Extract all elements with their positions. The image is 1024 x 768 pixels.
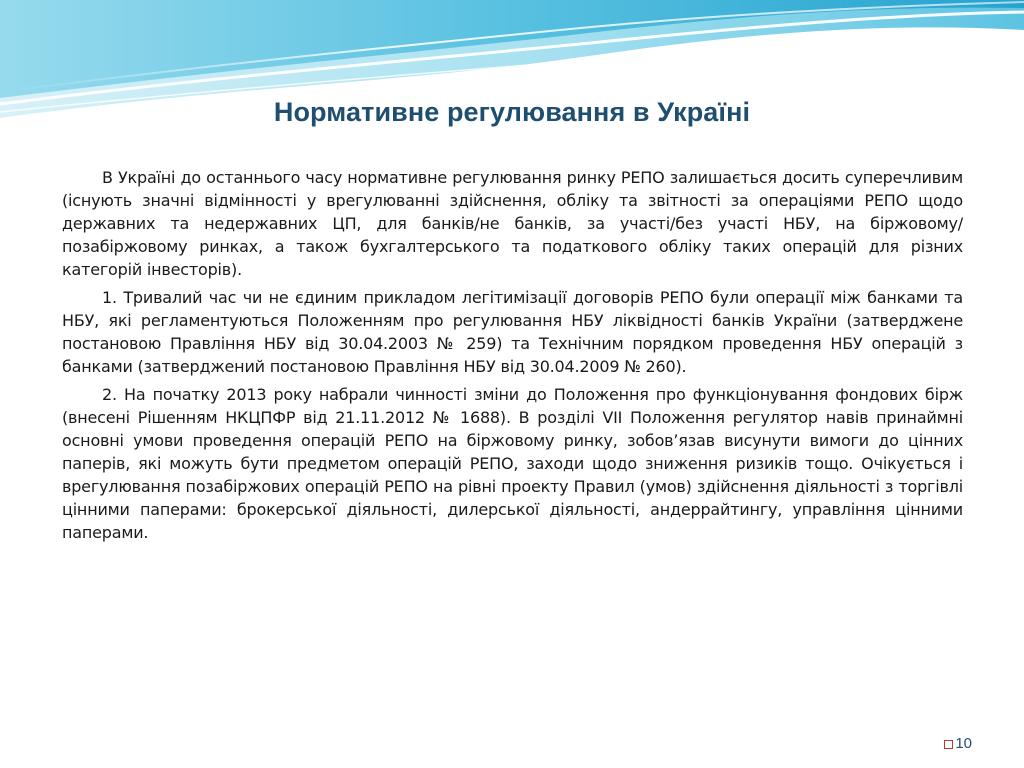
paragraph-point-1: 1. Тривалий час чи не єдиним прикладом легітимізації договорів РЕПО були операції між банками та НБУ, які регламентуються Положенням про регулювання НБУ ліквідності банків України (затверджене постановою Правління НБУ від 30.04.2003 № 259) та Технічним порядком проведення НБУ операцій з банками (затверджений постановою Правління НБУ від 30.04.2009 № 260). — [62, 288, 963, 376]
slide-title: Нормативне регулювання в Україні — [273, 97, 751, 127]
page-number — [944, 735, 972, 752]
page-number-label: 10 — [955, 735, 972, 752]
paragraph-intro: В Україні до останнього часу нормативне регулювання ринку РЕПО залишається досить суперечливим (існують значні відмінності у врегулюванні здійснення, обліку та звітності за операціями РЕПО щодо державних та недержавних ЦП, для банків/не банків, за участі/без участі НБУ, на біржовому/позабіржовому ринках, а також бухгалтерського та податкового обліку таких операцій для різних категорій інвесторів). — [62, 168, 963, 279]
square-bullet-icon — [944, 740, 953, 749]
slide-body — [62, 166, 963, 549]
paragraph-point-2: 2. На початку 2013 року набрали чинності зміни до Положення про функціонування фондових бірж (внесені Рішенням НКЦПФР від 21.11.2012 № 1688). В розділі VII Положення регулятор навів принаймні основні умови проведення операцій РЕПО на біржовому ринку, зобов’язав висунути вимоги до цінних паперів, які можуть бути предметом операцій РЕПО, заходи щодо зниження ризиків тощо. Очікується і врегулювання позабіржових операцій РЕПО на рівні проекту Правил (умов) здійснення діяльності з торгівлі цінними паперами: брокерської діяльності, дилерської діяльності, андеррайтингу, управління цінними паперами. — [62, 385, 963, 542]
